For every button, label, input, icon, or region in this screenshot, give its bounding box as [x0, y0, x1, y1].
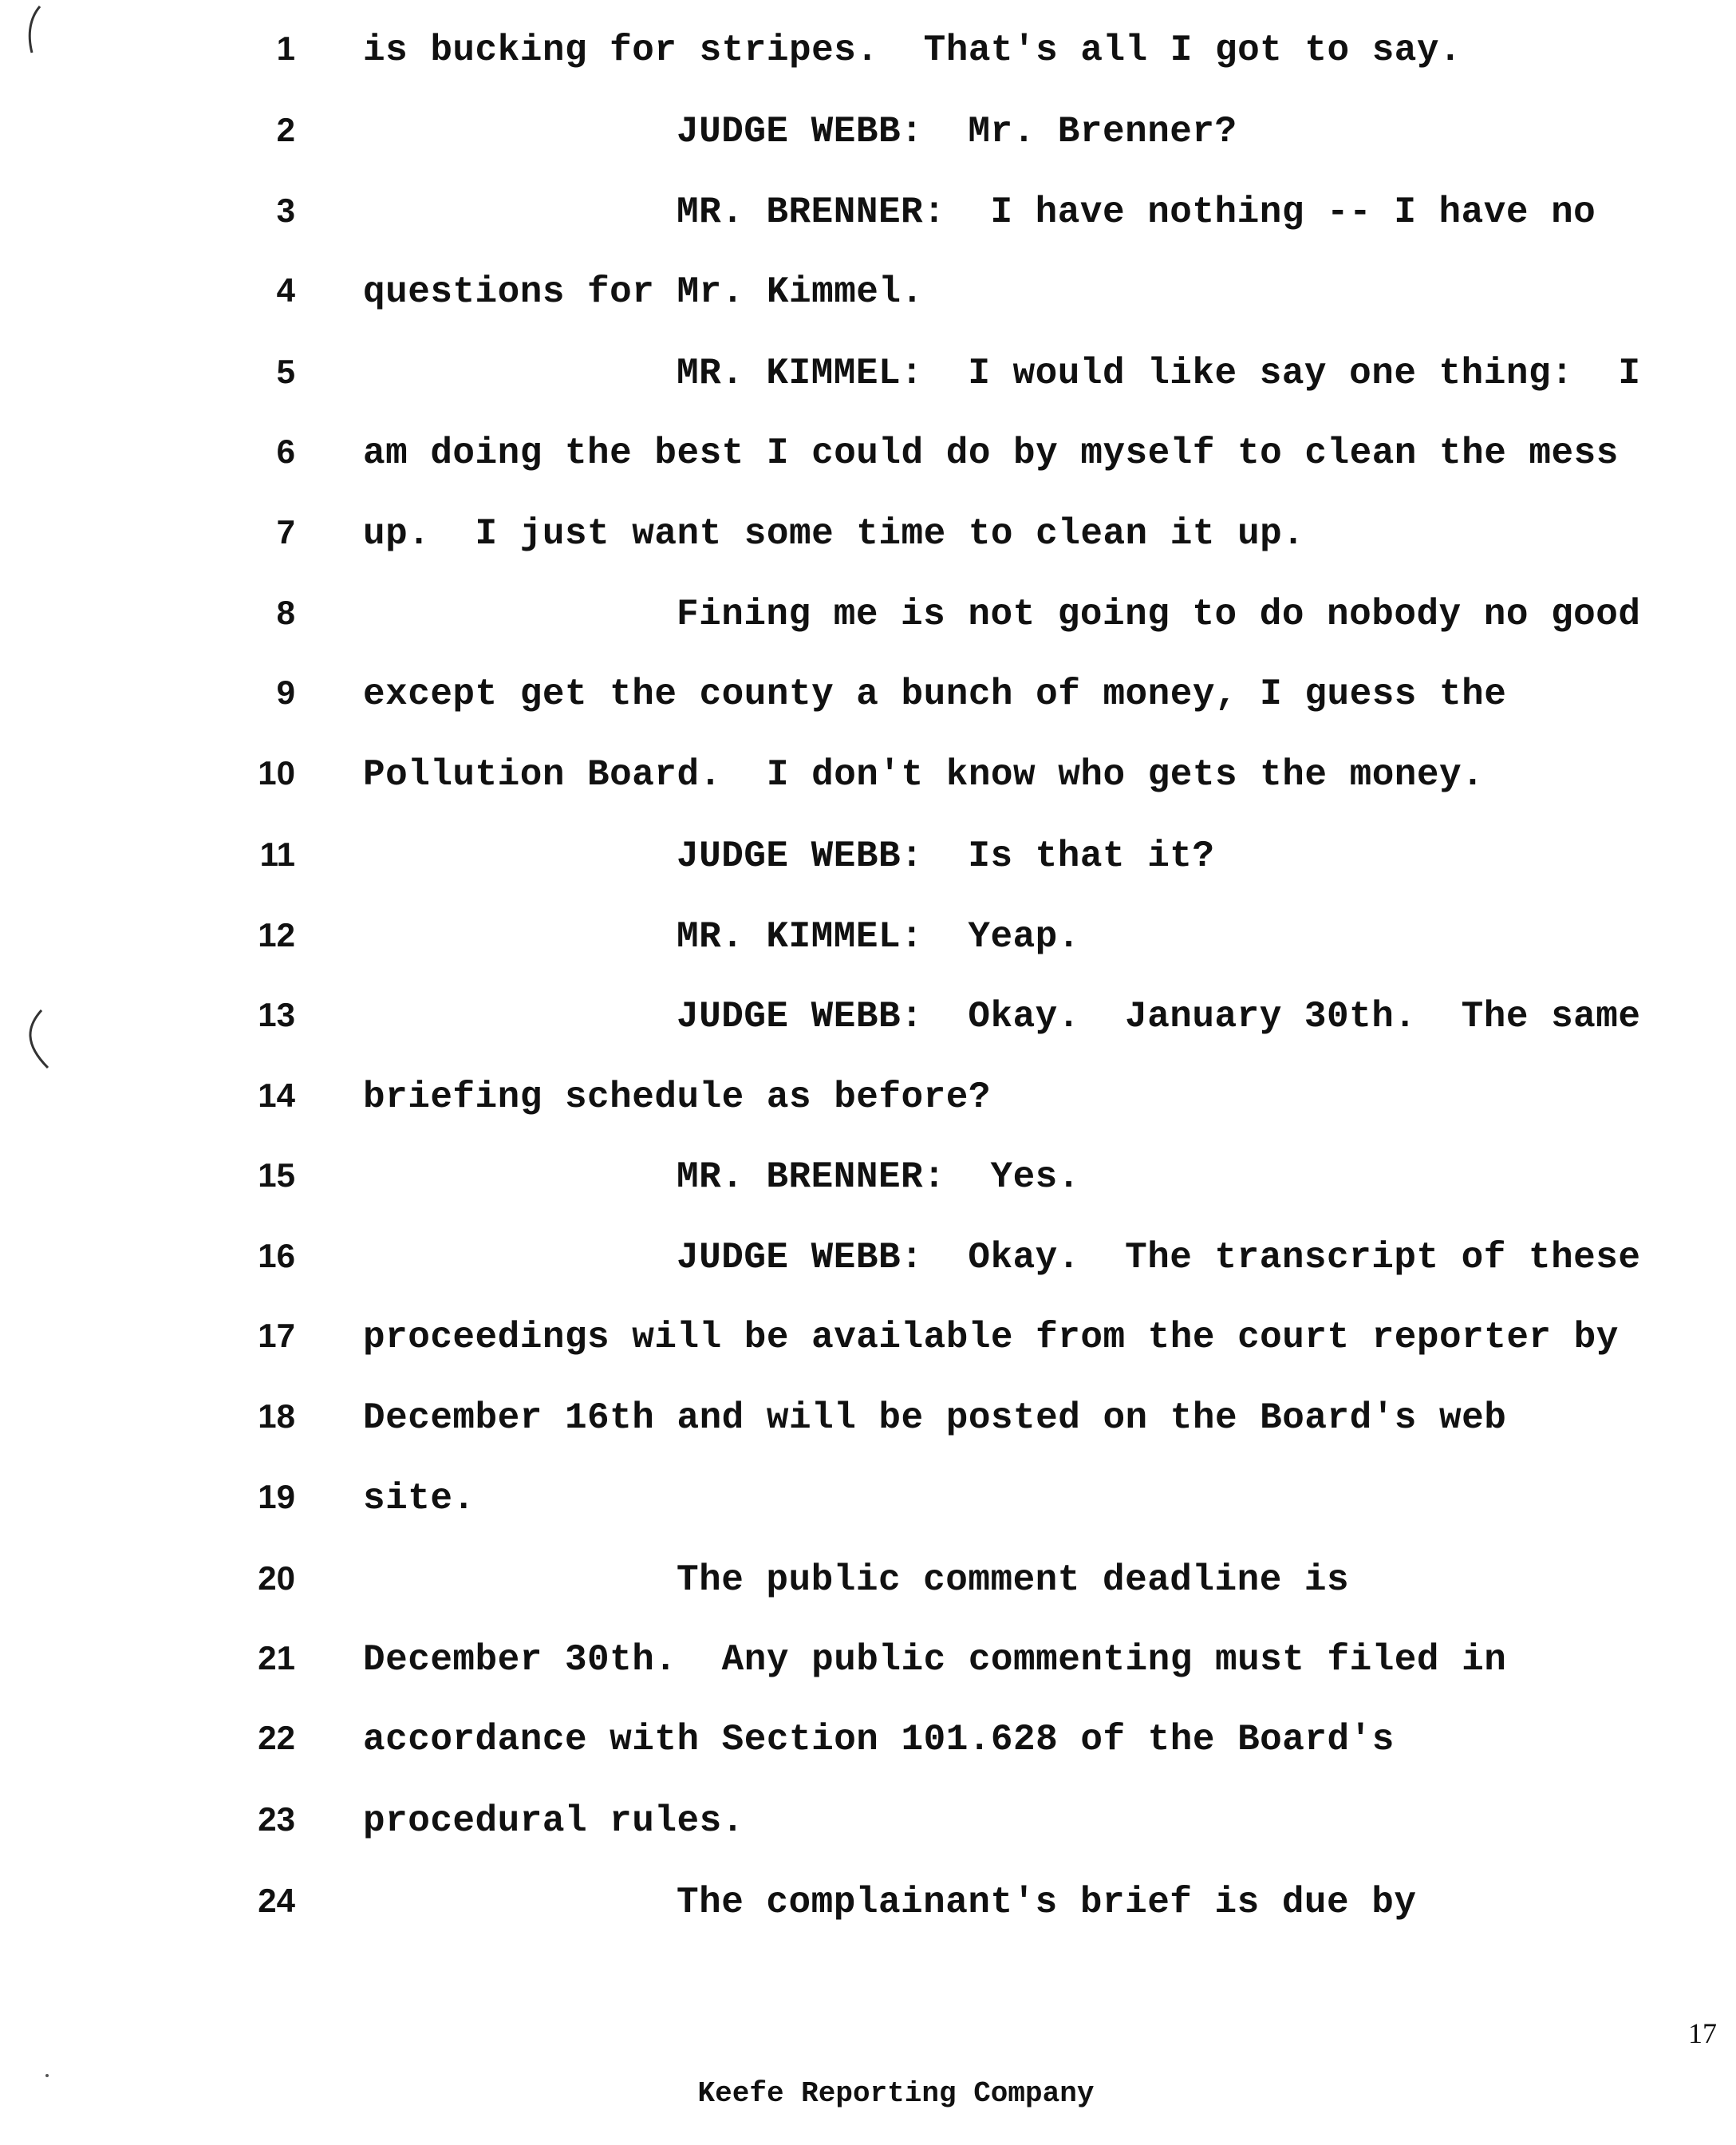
line-number: 12 — [258, 916, 295, 954]
page-number: 17 — [1688, 2017, 1717, 2049]
transcript-line — [0, 1637, 1736, 1717]
line-text: briefing schedule as before? — [363, 1076, 991, 1118]
line-text: The complainant's brief is due by — [677, 1882, 1417, 1923]
line-text: Fining me is not going to do nobody no good — [677, 594, 1641, 635]
line-text: JUDGE WEBB: Okay. January 30th. The same — [677, 996, 1641, 1037]
transcript-line — [0, 109, 1736, 189]
transcript-line — [0, 834, 1736, 914]
transcript-line — [0, 512, 1736, 591]
line-text: am doing the best I could do by myself to clean the mess — [363, 433, 1619, 474]
line-number: 21 — [258, 1639, 295, 1677]
line-number: 16 — [258, 1237, 295, 1274]
transcript-line — [0, 994, 1736, 1074]
line-text: JUDGE WEBB: Okay. The transcript of these — [677, 1237, 1641, 1278]
line-number: 20 — [258, 1559, 295, 1597]
line-number: 11 — [259, 835, 295, 873]
line-text: except get the county a bunch of money, I guess the — [363, 674, 1507, 715]
line-text: up. I just want some time to clean it up. — [363, 513, 1305, 555]
line-number: 24 — [258, 1882, 295, 1919]
transcript-line — [0, 351, 1736, 431]
line-text: JUDGE WEBB: Mr. Brenner? — [677, 111, 1237, 152]
line-text: is bucking for stripes. That's all I got to say. — [363, 30, 1462, 71]
line-text: accordance with Section 101.628 of the Board's — [363, 1719, 1395, 1760]
transcript-line — [0, 1155, 1736, 1234]
line-number: 18 — [258, 1397, 295, 1435]
line-number: 17 — [258, 1317, 295, 1354]
line-text: procedural rules. — [363, 1800, 744, 1842]
transcript-line — [0, 672, 1736, 752]
line-number: 1 — [276, 30, 295, 67]
line-text: MR. BRENNER: I have nothing -- I have no — [677, 192, 1596, 233]
line-text: site. — [363, 1478, 475, 1519]
transcript-line — [0, 1235, 1736, 1315]
transcript-line — [0, 1396, 1736, 1475]
transcript-line — [0, 28, 1736, 108]
transcript-line — [0, 1558, 1736, 1637]
transcript-line — [0, 1476, 1736, 1556]
line-number: 22 — [258, 1719, 295, 1756]
line-text: proceedings will be available from the court reporter by — [363, 1317, 1619, 1358]
line-text: December 16th and will be posted on the Board's web — [363, 1397, 1507, 1439]
line-number: 19 — [258, 1478, 295, 1515]
line-text: JUDGE WEBB: Is that it? — [677, 835, 1215, 877]
transcript-line — [0, 1717, 1736, 1797]
line-number: 23 — [258, 1800, 295, 1838]
transcript-line — [0, 1880, 1736, 1960]
line-number: 6 — [276, 433, 295, 470]
line-number: 15 — [258, 1156, 295, 1194]
line-text: MR. KIMMEL: Yeap. — [677, 916, 1080, 958]
transcript-line — [0, 753, 1736, 832]
line-number: 7 — [276, 513, 295, 551]
line-text: The public comment deadline is — [677, 1559, 1350, 1601]
footer-reporting-company: Keefe Reporting Company — [697, 2077, 1095, 2110]
line-number: 2 — [276, 111, 295, 148]
line-text: MR. BRENNER: Yes. — [677, 1156, 1080, 1198]
line-number: 14 — [258, 1076, 295, 1114]
line-number: 3 — [276, 192, 295, 229]
line-text: questions for Mr. Kimmel. — [363, 271, 924, 313]
transcript-line — [0, 914, 1736, 994]
line-number: 9 — [276, 674, 295, 711]
line-text: MR. KIMMEL: I would like say one thing: I — [677, 353, 1641, 394]
line-text: December 30th. Any public commenting must filed in — [363, 1639, 1507, 1681]
transcript-line — [0, 1799, 1736, 1878]
transcript-line — [0, 270, 1736, 350]
transcript-line — [0, 592, 1736, 672]
line-number: 5 — [276, 353, 295, 390]
line-text: Pollution Board. I don't know who gets the money. — [363, 754, 1485, 796]
line-number: 10 — [258, 754, 295, 792]
transcript-line — [0, 190, 1736, 270]
line-number: 8 — [276, 594, 295, 631]
line-number: 4 — [276, 271, 295, 309]
line-number: 13 — [258, 996, 295, 1033]
transcript-line — [0, 1075, 1736, 1155]
transcript-line — [0, 431, 1736, 511]
transcript-line — [0, 1315, 1736, 1395]
